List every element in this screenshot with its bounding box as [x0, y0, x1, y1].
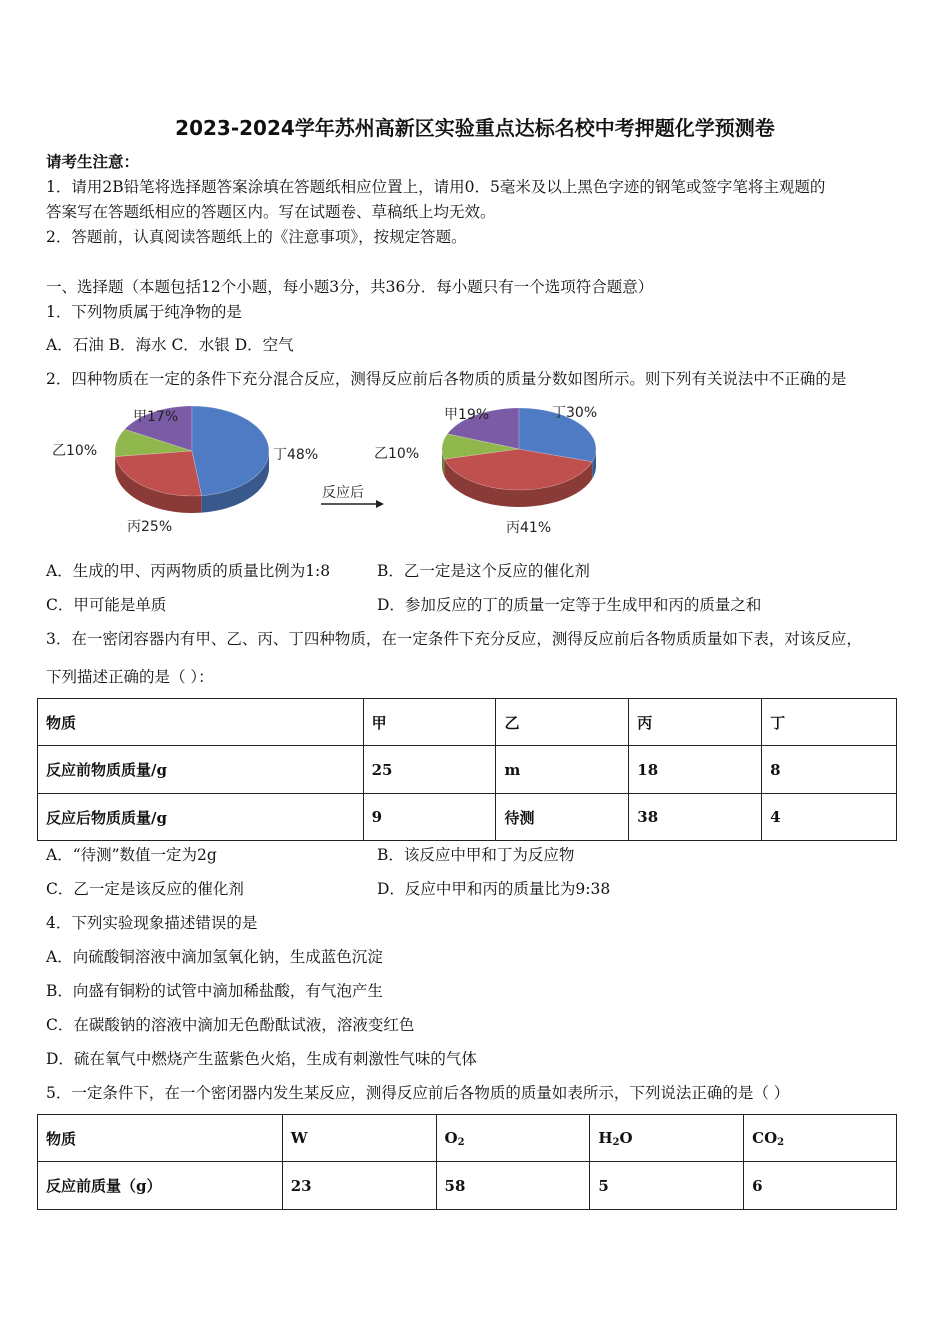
formula-co: CO [752, 1128, 778, 1147]
q4-option-c: C．在碳酸钠的溶液中滴加无色酚酞试液，溶液变红色 [46, 1016, 415, 1034]
q2-stem: 2．四种物质在一定的条件下充分混合反应，测得反应前后各物质的质量分数如图所示。则下列有关说法中不正确的是 [46, 370, 847, 388]
notice-line-1b: 答案写在答题纸相应的答题区内。写在试题卷、草稿纸上均无效。 [46, 203, 496, 221]
table-cell: 4 [762, 794, 897, 841]
q5-table [37, 1114, 897, 1210]
formula-o: O [619, 1128, 633, 1147]
formula-subscript: 2 [612, 1136, 620, 1148]
table-cell: 反应前质量（g） [38, 1162, 283, 1210]
pie-before-label-bing: 丙25% [127, 519, 173, 535]
formula-h: H [598, 1128, 613, 1147]
q3-stem-2: 下列描述正确的是（ ）： [46, 668, 214, 686]
pie-after-label-bing: 丙41% [506, 520, 552, 536]
q3-option-b: B．该反应中甲和丁为反应物 [377, 846, 575, 864]
table-row [38, 794, 897, 841]
reaction-arrow-head [376, 500, 384, 508]
table-row [38, 699, 897, 746]
q2-option-d: D．参加反应的丁的质量一定等于生成甲和丙的质量之和 [377, 596, 762, 614]
q3-option-d: D．反应中甲和丙的质量比为9:38 [377, 880, 611, 898]
q4-option-a: A．向硫酸铜溶液中滴加氢氧化钠，生成蓝色沉淀 [46, 948, 383, 966]
table-cell: W [282, 1115, 436, 1162]
table-cell: 38 [629, 794, 762, 841]
table-cell: 反应后物质质量/g [38, 794, 364, 841]
notice-heading: 请考生注意： [46, 152, 140, 171]
table-cell: 25 [363, 746, 496, 794]
q4-stem: 4．下列实验现象描述错误的是 [46, 914, 258, 932]
table-cell [744, 1115, 897, 1162]
table-cell: 18 [629, 746, 762, 794]
formula-subscript: 2 [457, 1136, 465, 1148]
table-cell: 23 [282, 1162, 436, 1210]
notice-line-2: 2．答题前，认真阅读答题纸上的《注意事项》，按规定答题。 [46, 228, 467, 246]
table-cell: 待测 [496, 794, 629, 841]
table-cell: 乙 [496, 699, 629, 746]
q3-table [37, 698, 897, 841]
pie-before-label-ding: 丁48% [273, 447, 319, 463]
pie-after-label-jia: 甲19% [444, 407, 490, 423]
formula-subscript: 2 [777, 1136, 785, 1148]
q2-option-c: C．甲可能是单质 [46, 596, 167, 614]
table-cell: 5 [590, 1162, 744, 1210]
reaction-arrow-label: 反应后 [322, 485, 364, 501]
table-cell: 丙 [629, 699, 762, 746]
table-cell: 物质 [38, 699, 364, 746]
q3-option-a: A．“待测”数值一定为2g [46, 846, 217, 864]
table-cell [590, 1115, 744, 1162]
q1-stem: 1．下列物质属于纯净物的是 [46, 303, 242, 321]
table-cell: 6 [744, 1162, 897, 1210]
table-cell: 物质 [38, 1115, 283, 1162]
table-row [38, 746, 897, 794]
q4-option-d: D．硫在氧气中燃烧产生蓝紫色火焰，生成有刺激性气味的气体 [46, 1050, 477, 1068]
q2-option-a: A．生成的甲、丙两物质的质量比例为1:8 [46, 562, 331, 580]
q4-option-b: B．向盛有铜粉的试管中滴加稀盐酸，有气泡产生 [46, 982, 383, 1000]
table-row [38, 1115, 897, 1162]
table-cell: 反应前物质质量/g [38, 746, 364, 794]
q1-options: A．石油 B．海水 C．水银 D．空气 [46, 336, 294, 354]
q5-stem: 5．一定条件下，在一个密闭器内发生某反应，测得反应前后各物质的质量如表所示，下列说法正确的是（ ） [46, 1084, 790, 1102]
table-cell: 9 [363, 794, 496, 841]
q3-option-c: C．乙一定是该反应的催化剂 [46, 880, 244, 898]
formula-o: O [444, 1128, 458, 1147]
q2-option-b: B．乙一定是这个反应的催化剂 [377, 562, 590, 580]
table-row [38, 1162, 897, 1210]
table-cell: m [496, 746, 629, 794]
section-heading: 一、选择题（本题包括12个小题，每小题3分，共36分．每小题只有一个选项符合题意） [46, 278, 654, 296]
q3-stem-1: 3．在一密闭容器内有甲、乙、丙、丁四种物质，在一定条件下充分反应，测得反应前后各物质质量如下表，对该反应， [46, 630, 862, 648]
pie-before-label-yi: 乙10% [52, 443, 98, 459]
table-cell [436, 1115, 590, 1162]
table-cell: 丁 [762, 699, 897, 746]
table-cell: 8 [762, 746, 897, 794]
page-title: 2023-2024学年苏州高新区实验重点达标名校中考押题化学预测卷 [175, 116, 775, 140]
table-cell: 甲 [363, 699, 496, 746]
pie-before-label-jia: 甲17% [133, 409, 179, 425]
pie-after-label-yi: 乙10% [374, 446, 420, 462]
table-cell: 58 [436, 1162, 590, 1210]
notice-line-1: 1．请用2B铅笔将选择题答案涂填在答题纸相应位置上，请用0．5毫米及以上黑色字迹的钢笔或签字笔将主观题的 [46, 178, 826, 196]
pie-after-label-ding: 丁30% [552, 405, 598, 421]
